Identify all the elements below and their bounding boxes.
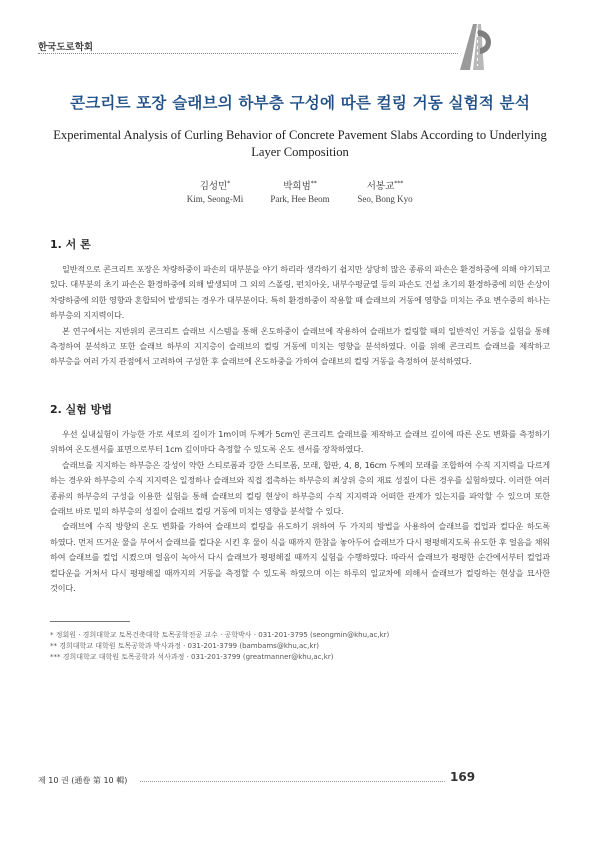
paragraph: 본 연구에서는 지반위의 콘크리트 슬래브 시스템을 통해 온도하중이 슬래브에 작용하여 슬래브가 컬링할 때의 일반적인 거동을 실험을 통해 측정하여 분석하고 또한 슬래브 하부의 지지층이 슬래브의 컬링 거동에 미치는 영향을 분석하였다. 이를 위해 콘크리트 슬래브를 제작하고 하부층을 여러 가지 관점에서 고려하여 구성한 후 슬래브에 온도하중을 가하여 슬래브의 컬링 거동을 측정하여 분석하였다.: [50, 325, 550, 367]
author-name-ko: 서봉교: [366, 181, 395, 193]
paragraph: 우선 실내실험이 가능한 가로 세로의 길이가 1m이며 두께가 5cm인 콘크리트 슬래브를 제작하고 슬래브 깊이에 따른 온도 변화를 측정하기 위하여 온도센서를 표면으로부터 1cm 깊이마다 측정할 수 있도록 온도 센서를 장착하였다.: [50, 429, 550, 455]
footnotes: [50, 630, 389, 663]
author-3: [325, 178, 445, 206]
section-body-methods: [50, 427, 550, 596]
korean-title: 콘크리트 포장 슬래브의 하부층 구성에 따른 컬링 거동 실험적 분석: [69, 94, 531, 112]
author-mark: **: [310, 180, 317, 187]
header-divider: [38, 53, 458, 54]
english-title: Experimental Analysis of Curling Behavior of Concrete Pavement Slabs According to Underlying Layer Composition: [53, 128, 547, 159]
footnote-item: *** 경희대학교 대학원 토목공학과 석사과정 · 031-201-3799 (greatmanner@khu,ac,kr): [50, 653, 334, 661]
footnote-item: ** 경희대학교 대학원 토목공학과 박사과정 · 031-201-3799 (bambams@khu,ac,kr): [50, 642, 320, 650]
paragraph: 슬래브를 지지하는 하부층은 강성이 약한 스티로폼과 강한 스티로폼, 모래, 합판, 4, 8, 16cm 두께의 모래를 조합하여 수직 지지력을 다르게 하는 경우와 하부층의 수직 지지력은 일정하나 슬래브와 직접 접촉하는 하부층의 최상위 층의 재료 성질이 다른 경우를 실험하였다. 이러한 여러 종류의 하부층의 구성을 이용한 실험을 통해 슬래브의 컬링 현상이 하부층의 수직 지지력과 어떠한 관계가 있는지를 파악할 수 있으며 또한 슬래브 바로 밑의 하부층의 성질이 슬래브 컬링 거동에 미치는 영향을 분석할 수 있다.: [50, 459, 550, 517]
author-name-en: Seo, Bong Kyo: [357, 194, 413, 205]
paragraph: 슬래브에 수직 방향의 온도 변화를 가하여 슬래브의 컬링을 유도하기 위하여 두 가지의 방법을 사용하여 슬래브를 컵업과 컬다운 하도록 하였다. 먼저 뜨거운 물을 부어서 슬래브를 컬다운 시킨 후 물이 식을 때까지 한참을 놓아두어 슬래브가 다시 평평해지도록 유도한 후 얼음을 채워 하여 슬래브를 컬업 시켰으며 얼음이 녹아서 다시 슬래브가 평평해질 때까지 실험을 수행하였다. 따라서 슬래브가 평평한 순간에서부터 컬업과 컬다운을 거쳐서 다시 평평해질 때까지의 거동을 측정할 수 있도록 하였으며 이는 하루의 일교차에 의해서 슬래브가 컬링하는 현상을 묘사한 것이다.: [50, 521, 550, 594]
volume-info: 제 10 권 (通卷 第 10 輯): [38, 776, 128, 785]
page-number: 169: [450, 770, 476, 784]
author-mark: ***: [394, 180, 404, 187]
society-name: 한국도로학회: [38, 42, 94, 53]
journal-logo: [458, 22, 496, 72]
author-name-en: Park, Hee Beom: [270, 194, 330, 205]
section-body-introduction: [50, 262, 550, 370]
author-mark: *: [227, 180, 231, 187]
author-name-en: Kim, Seong-Mi: [186, 194, 244, 205]
paragraph: 일반적으로 콘크리트 포장은 차량하중이 파손의 대부분을 야기 하리라 생각하기 쉽지만 상당히 많은 종류의 파손은 환경하중에 의해 야기되고 있다. 대부분의 초기 파손은 환경하중에 의해 발생되며 그 외의 스폴링, 펀치아웃, 내부수평균열 등의 파손도 건설 초기의 환경하중에 의한 손상이 차량하중에 의한 영향과 혼합되어 발생되는 경우가 대부분이다. 특히 환경하중이 작용할 때 슬래브의 거동에 영향을 미치는 주요 변수중의 하나는 하부층의 지지력이다.: [50, 264, 550, 321]
section-heading-methods: 2. 실험 방법: [50, 403, 112, 416]
author-name-ko: 박희범: [283, 181, 311, 193]
footnote-item: * 정회원 · 경희대학교 토목건축대학 토목공학전공 교수 · 공학박사 · 031-201-3795 (seongmin@khu,ac,kr): [50, 631, 390, 639]
section-heading-introduction: 1. 서 론: [50, 238, 91, 251]
author-name-ko: 김성민: [199, 181, 228, 193]
footnote-divider: [50, 621, 130, 622]
footer-divider: [140, 781, 445, 782]
